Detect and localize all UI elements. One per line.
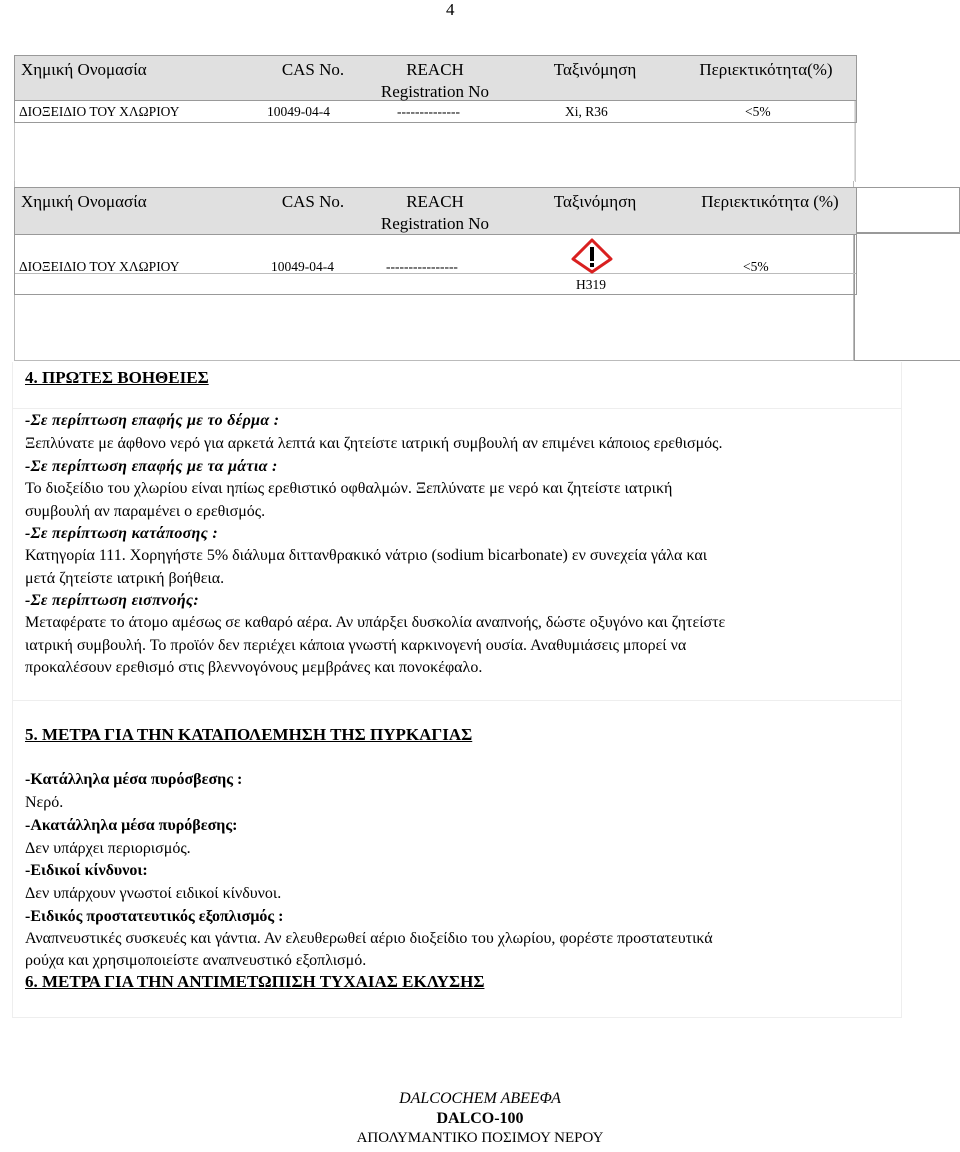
table2-row [14, 235, 857, 295]
table2-header-cas: CAS No. [281, 192, 345, 211]
footer-company: DALCOCHEM ABEEΦΑ [399, 1090, 561, 1107]
section4-divider [13, 408, 901, 409]
table1-cell-name: ΔΙΟΞΕΙΔΙΟ ΤΟΥ ΧΛΩΡΙΟΥ [19, 104, 180, 119]
table2-header [14, 187, 857, 235]
table2-header-content: Περιεκτικότητα (%) [701, 192, 839, 211]
table1-header-reach: REACH [406, 60, 464, 79]
table1-header-cas: CAS No. [281, 60, 345, 79]
table2-cell-content: <5% [743, 259, 769, 274]
table1-row [14, 101, 857, 123]
eyes-text-1: Το διοξείδιο του χλωρίου είναι ηπίως ερεθιστικό οφθαλμών. Ξεπλύνατε με νερό και ζητείστε ιατρική [25, 480, 673, 497]
equipment-text-1: Αναπνευστικές συσκευές και γάντια. Αν ελευθερωθεί αέριο διοξείδιο του χλωρίου, φορέστε προστατευτικά [25, 930, 713, 947]
table2-header-reach: REACH [406, 192, 464, 211]
table2-cell-hazard-code: H319 [576, 277, 606, 292]
table1-header [14, 55, 857, 101]
footer-product: DALCO-100 [436, 1110, 524, 1127]
table2-header-reg: Registration No [380, 214, 490, 233]
table2-cell-reach: ---------------- [386, 259, 458, 274]
inhalation-label: -Σε περίπτωση εισπνοής: [25, 592, 199, 609]
table1-cell-cas: 10049-04-4 [267, 104, 330, 119]
hazards-text: Δεν υπάρχουν γνωστοί ειδικοί κίνδυνοι. [25, 885, 282, 902]
table1-cell-content: <5% [745, 104, 771, 119]
skin-text: Ξεπλύνατε με άφθονο νερό για αρκετά λεπτά και ζητείστε ιατρική συμβουλή αν επιμένει κάποιος ερεθισμός. [25, 435, 723, 452]
ingestion-label: -Σε περίπτωση κατάποσης : [25, 525, 218, 542]
page-number: 4 [446, 0, 455, 19]
section5-divider [13, 700, 901, 701]
table1-header-name: Χημική Ονομασία [21, 60, 147, 79]
inhalation-text-2: ιατρική συμβουλή. Το προϊόν δεν περιέχει κάποια γνωστή καρκινογενή ουσία. Αναθυμιάσεις μπορεί να [25, 637, 687, 654]
table2-side [854, 233, 960, 361]
suitable-text: Νερό. [25, 794, 64, 811]
equipment-text-2: ρούχα και χρησιμοποιείστε αναπνευστικό εξοπλισμό. [25, 952, 367, 969]
section6-title: 6. ΜΕΤΡΑ ΓΙΑ ΤΗΝ ΑΝΤΙΜΕΤΩΠΙΣΗ ΤΥΧΑΙΑΣ ΕΚΛΥΣΗΣ [25, 972, 485, 991]
table2-cell-name: ΔΙΟΞΕΙΔΙΟ ΤΟΥ ΧΛΩΡΙΟΥ [19, 259, 180, 274]
table2-row-divider [15, 273, 856, 274]
table1-side [854, 55, 903, 181]
table1-header-reg: Registration No [380, 82, 490, 101]
table1-header-content: Περιεκτικότητα(%) [699, 60, 833, 79]
footer-description: ΑΠΟΛΥΜΑΝΤΙΚΟ ΠΟΣΙΜΟΥ ΝΕΡΟΥ [356, 1130, 604, 1146]
suitable-label: -Κατάλληλα μέσα πυρόσβεσης : [25, 771, 243, 788]
table2-header-ext [857, 187, 960, 233]
ingestion-text-1: Κατηγορία 111. Χορηγήστε 5% διάλυμα διττανθρακικό νάτριο (sodium bicarbonate) εν συνεχεία γάλα και [25, 547, 708, 564]
table1-header-class: Ταξινόμηση [553, 60, 637, 79]
section5-title: 5. ΜΕΤΡΑ ΓΙΑ ΤΗΝ ΚΑΤΑΠΟΛΕΜΗΣΗ ΤΗΣ ΠΥΡΚΑΓΙΑΣ [25, 725, 473, 744]
inhalation-text-3: προκαλέσουν ερεθισμό στις βλεννογόνους μεμβράνες και πονοκέφαλο. [25, 659, 483, 676]
table1-cell-class: Xi, R36 [565, 104, 608, 119]
equipment-label: -Ειδικός προστατευτικός εξοπλισμός : [25, 908, 284, 925]
unsuitable-label: -Ακατάλληλα μέσα πυρόβεσης: [25, 817, 238, 834]
unsuitable-text: Δεν υπάρχει περιορισμός. [25, 840, 191, 857]
ingestion-text-2: μετά ζητείστε ιατρική βοήθεια. [25, 570, 225, 587]
table2-header-class: Ταξινόμηση [553, 192, 637, 211]
table2-header-name: Χημική Ονομασία [21, 192, 147, 211]
hazards-label: -Ειδικοί κίνδυνοι: [25, 862, 148, 879]
exclamation-warning-icon [571, 238, 613, 274]
section4-title: 4. ΠΡΩΤΕΣ ΒΟΗΘΕΙΕΣ [25, 368, 209, 387]
inhalation-text-1: Μεταφέρατε το άτομο αμέσως σε καθαρό αέρα. Αν υπάρξει δυσκολία αναπνοής, δώστε οξυγόνο και ζητείστε [25, 614, 726, 631]
content-area [12, 362, 902, 1018]
table2-cell-cas: 10049-04-4 [271, 259, 334, 274]
skin-label: -Σε περίπτωση επαφής με το δέρμα : [25, 412, 280, 429]
eyes-label: -Σε περίπτωση επαφής με τα μάτια : [25, 458, 278, 475]
eyes-text-2: συμβουλή αν παραμένει ο ερεθισμός. [25, 503, 266, 520]
table1-cell-reach: -------------- [397, 104, 460, 119]
